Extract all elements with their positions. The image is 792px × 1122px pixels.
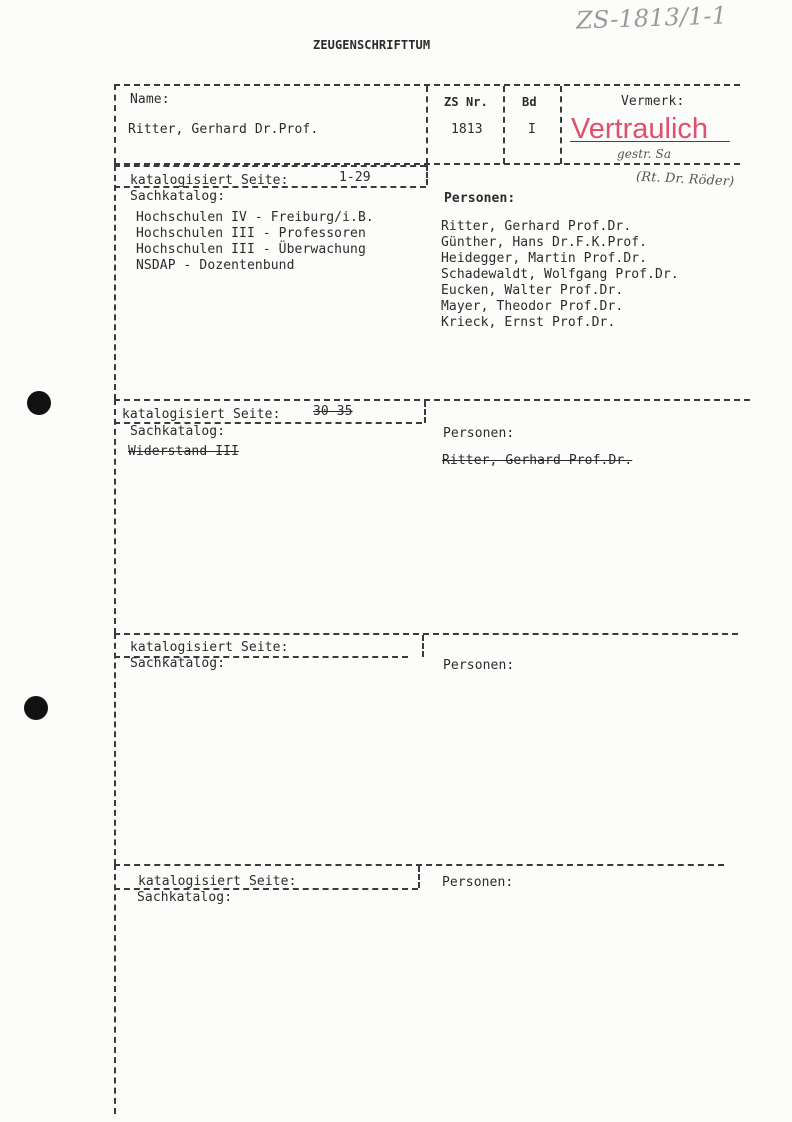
section4-sach-label: Sachkatalog: bbox=[137, 890, 233, 905]
name-label: Name: bbox=[130, 92, 170, 107]
header-divider-3 bbox=[560, 86, 562, 164]
header-divider-1 bbox=[426, 86, 428, 164]
section1-katalog-end bbox=[426, 165, 428, 185]
section3-top-rule bbox=[114, 633, 738, 635]
section1-sach-item: NSDAP - Dozentenbund bbox=[136, 258, 295, 273]
section2-left-rule bbox=[114, 399, 116, 634]
section1-person: Günther, Hans Dr.F.K.Prof. bbox=[441, 235, 648, 250]
section3-personen-label: Personen: bbox=[443, 658, 515, 673]
confidential-stamp: Vertraulich bbox=[571, 113, 709, 145]
punch-hole-bottom bbox=[24, 696, 48, 720]
section3-left-rule bbox=[114, 633, 116, 865]
section1-left-rule bbox=[114, 165, 116, 400]
section2-top-rule bbox=[114, 399, 750, 401]
stamp-note: gestr. Sa bbox=[617, 147, 672, 161]
section3-katalog-label: katalogisiert Seite: bbox=[130, 640, 289, 655]
section2-person: Ritter, Gerhard Prof.Dr. bbox=[442, 453, 633, 468]
bd-value: I bbox=[528, 122, 536, 137]
punch-hole-top bbox=[27, 391, 51, 415]
stamp-strike bbox=[570, 141, 730, 142]
section1-top-rule bbox=[114, 165, 426, 167]
section4-left-rule bbox=[114, 864, 116, 1114]
section2-sach-item: Widerstand III bbox=[128, 444, 239, 459]
section2-katalog-label: katalogisiert Seite: bbox=[122, 407, 281, 422]
section1-person: Eucken, Walter Prof.Dr. bbox=[441, 283, 624, 298]
section1-sach-item: Hochschulen IV - Freiburg/i.B. bbox=[136, 210, 374, 225]
section2-sach-label: Sachkatalog: bbox=[130, 424, 226, 439]
section3-katalog-end bbox=[422, 635, 424, 657]
section2-katalog-end bbox=[424, 401, 426, 423]
section1-person: Schadewaldt, Wolfgang Prof.Dr. bbox=[441, 267, 679, 282]
bd-label: Bd bbox=[522, 95, 537, 109]
zs-label: ZS Nr. bbox=[444, 95, 488, 109]
section1-personen-label: Personen: bbox=[444, 191, 516, 206]
archive-reference: ZS-1813/1-1 bbox=[575, 1, 728, 35]
zs-value: 1813 bbox=[451, 122, 483, 137]
name-value: Ritter, Gerhard Dr.Prof. bbox=[128, 122, 319, 137]
section1-sach-item: Hochschulen III - Professoren bbox=[136, 226, 366, 241]
section1-person: Mayer, Theodor Prof.Dr. bbox=[441, 299, 624, 314]
section1-katalog-label: katalogisiert Seite: bbox=[130, 173, 289, 188]
section1-person: Heidegger, Martin Prof.Dr. bbox=[441, 251, 648, 266]
section1-sach-label: Sachkatalog: bbox=[130, 189, 226, 204]
section1-pages: 1-29 bbox=[339, 170, 371, 185]
handwritten-note: (Rt. Dr. Röder) bbox=[635, 169, 735, 190]
header-left-rule bbox=[114, 84, 116, 164]
section1-person: Krieck, Ernst Prof.Dr. bbox=[441, 315, 616, 330]
section1-person: Ritter, Gerhard Prof.Dr. bbox=[441, 219, 632, 234]
header-divider-2 bbox=[503, 86, 505, 164]
section4-personen-label: Personen: bbox=[442, 875, 514, 890]
section4-katalog-label: katalogisiert Seite: bbox=[138, 874, 297, 889]
page-title: ZEUGENSCHRIFTTUM bbox=[313, 38, 431, 52]
section2-pages: 30-35 bbox=[313, 404, 353, 419]
section2-personen-label: Personen: bbox=[443, 426, 515, 441]
section1-sach-item: Hochschulen III - Überwachung bbox=[136, 242, 366, 257]
section4-katalog-end bbox=[418, 866, 420, 888]
section3-sach-label: Sachkatalog: bbox=[130, 656, 226, 671]
vermerk-label: Vermerk: bbox=[621, 94, 685, 109]
